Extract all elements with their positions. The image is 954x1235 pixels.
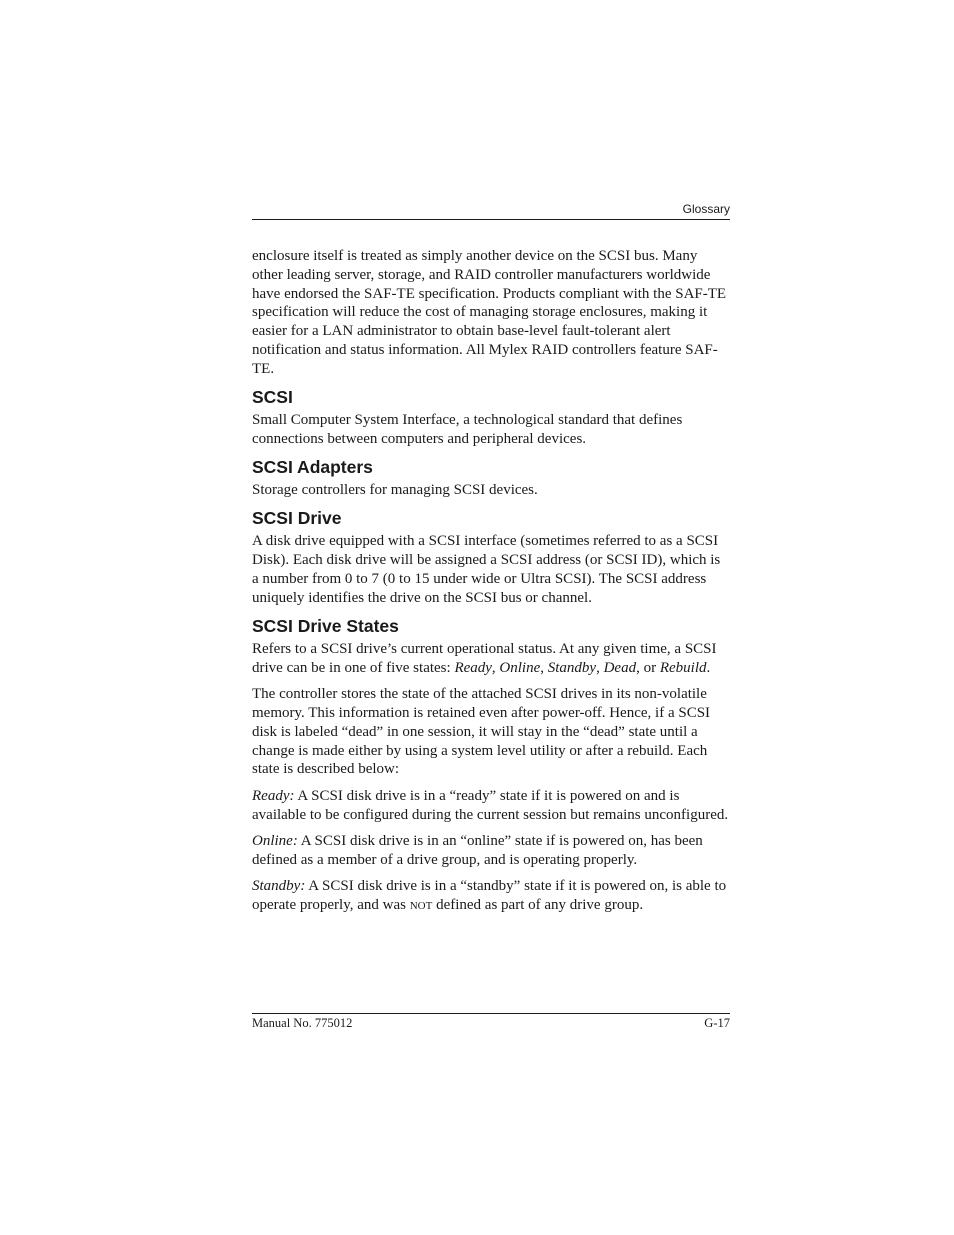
online-lead: Online: — [252, 832, 298, 849]
footer-rule — [252, 1013, 730, 1014]
state-standby-description — [252, 877, 730, 915]
heading-scsi: SCSI — [252, 387, 293, 408]
ready-lead: Ready: — [252, 787, 295, 804]
header-rule — [252, 219, 730, 220]
state-separator: , or — [636, 659, 660, 676]
document-page — [252, 0, 730, 1235]
state-ready: Ready — [454, 659, 492, 676]
scsi-drive-states-intro — [252, 640, 730, 678]
state-standby: Standby — [547, 659, 597, 676]
state-online-description — [252, 832, 730, 870]
standby-text-end: defined as part of any drive group. — [432, 896, 644, 913]
scsi-definition: Small Computer System Interface, a technological standard that defines connections between computers and peripheral devices. — [252, 412, 683, 447]
footer-manual-number: Manual No. 775012 — [252, 1016, 353, 1030]
state-separator: , — [491, 659, 500, 676]
scsi-adapters-definition: Storage controllers for managing SCSI devices. — [252, 482, 538, 499]
scsi-drive-definition: A disk drive equipped with a SCSI interface (sometimes referred to as a SCSI Disk). Each disk drive will be assigned a SCSI address (or SCSI ID), which is a number from 0 to 7 (0 to 15 under wide or Ultra SCSI). The SCSI address uniquely identifies the drive on the SCSI bus or channel. — [252, 533, 721, 606]
state-separator: , — [596, 659, 604, 676]
intro-paragraph: enclosure itself is treated as simply another device on the SCSI bus. Many other leading server, storage, and RAID controller manufacturers worldwide have endorsed the SAF-TE specification. Products compliant with the SAF-TE specification will reduce the cost of managing storage enclosures, making it easier for a LAN administrator to obtain base-level fault-tolerant alert notification and status information. All Mylex RAID controllers feature SAF-TE. — [252, 248, 727, 377]
heading-scsi-drive: SCSI Drive — [252, 508, 342, 529]
online-text: A SCSI disk drive is in an “online” state if is powered on, has been defined as a member of a drive group, and is operating properly. — [252, 832, 703, 868]
heading-scsi-drive-states: SCSI Drive States — [252, 616, 399, 637]
state-separator: , — [540, 659, 548, 676]
standby-not: not — [409, 896, 433, 913]
running-header-title: Glossary — [682, 202, 730, 216]
ready-text: A SCSI disk drive is in a “ready” state if it is powered on and is available to be configured during the current session but remains unconfigured. — [252, 787, 729, 823]
state-ready-description — [252, 787, 730, 825]
state-rebuild: Rebuild — [659, 659, 707, 676]
sentence-end: . — [706, 659, 711, 676]
standby-lead: Standby: — [252, 877, 306, 894]
scsi-drive-states-storage: The controller stores the state of the attached SCSI drives in its non-volatile memory. This information is retained even after power-off. Hence, if a SCSI disk is labeled “dead” in one session, it will stay in the “dead” state until a change is made either by using a system level utility or after a rebuild. Each state is described below: — [252, 686, 711, 778]
state-online: Online — [499, 659, 541, 676]
states-intro-text: Refers to a SCSI drive’s current operational status. At any given time, a SCSI drive can be in one of five states: — [252, 641, 717, 676]
footer-page-number: G-17 — [704, 1016, 730, 1030]
heading-scsi-adapters: SCSI Adapters — [252, 457, 373, 478]
state-dead: Dead — [603, 659, 637, 676]
page-content — [252, 247, 730, 922]
standby-text: A SCSI disk drive is in a “standby” state if it is powered on, is able to operate properly, and was — [252, 877, 727, 913]
